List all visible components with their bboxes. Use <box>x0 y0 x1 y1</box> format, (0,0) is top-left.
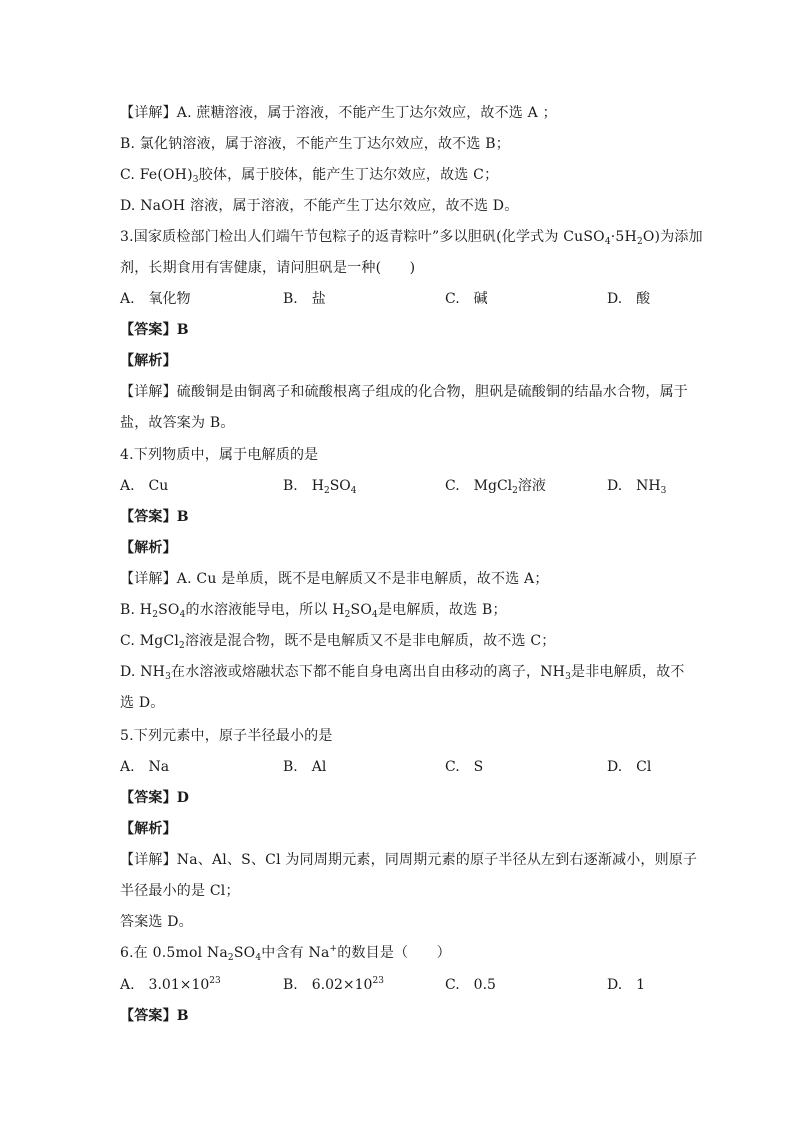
option-c: C. MgCl$_2$溶液 <box>445 478 546 496</box>
question-6-options <box>120 975 680 995</box>
option-d: D. Cl <box>607 759 652 775</box>
question-5-options <box>120 757 680 777</box>
explanation-line: B. 氯化钠溶液，属于溶液，不能产生丁达尔效应，故不选 B； <box>120 136 510 152</box>
option-b: B. $6.02\times 10^{23}$ <box>283 976 384 993</box>
analysis-label: 【解析】 <box>120 540 177 556</box>
question-3-stem: 3.国家质检部门检出人们端午节包粽子的返青粽叶”多以胆矾(化学式为 $CuSO_4\cdot 5H_2O$)为添加 <box>120 229 703 247</box>
explanation-line: D. NaOH 溶液，属于溶液，不能产生丁达尔效应，故不选 D。 <box>120 198 519 214</box>
option-d: D. 酸 <box>607 291 651 307</box>
question-3-options <box>120 289 680 309</box>
explanation-line: 【详解】Na、Al、S、Cl 为同周期元素，同周期元素的原子半径从左到右逐渐减小，则原子 <box>120 852 698 868</box>
explanation-line: 选 D。 <box>120 695 165 711</box>
option-a: A. Cu <box>120 478 169 494</box>
explanation-line: 半径最小的是 Cl； <box>120 883 240 899</box>
option-b: B. $H_2SO_4$ <box>283 478 357 496</box>
answer-label: 【答案】B <box>120 509 189 525</box>
option-b: B. 盐 <box>283 291 326 307</box>
question-3-stem: 剂，长期食用有害健康，请问胆矾是一种( ) <box>120 260 416 276</box>
answer-label: 【答案】D <box>120 790 190 806</box>
option-a: A. Na <box>120 759 170 775</box>
question-5-stem: 5.下列元素中，原子半径最小的是 <box>120 728 333 744</box>
question-6-stem: 6.在 0.5mol $Na_2SO_4$中含有 Na+的数目是（ ） <box>120 944 451 963</box>
answer-label: 【答案】B <box>120 1008 189 1024</box>
explanation-line: 盐，故答案为 B。 <box>120 415 235 431</box>
question-4-stem: 4.下列物质中，属于电解质的是 <box>120 447 319 463</box>
option-b: B. Al <box>283 759 327 775</box>
option-d: D. $NH_3$ <box>607 478 667 496</box>
question-4-options <box>120 476 680 496</box>
explanation-line: C. $Fe(OH)_3$胶体，属于胶体，能产生丁达尔效应，故选 C； <box>120 167 499 185</box>
option-a: A. $3.01\times 10^{23}$ <box>120 976 221 993</box>
explanation-line: 【详解】硫酸铜是由铜离子和硫酸根离子组成的化合物，胆矾是硫酸铜的结晶水合物，属于 <box>120 384 688 400</box>
analysis-label: 【解析】 <box>120 353 177 369</box>
explanation-line: 答案选 D。 <box>120 914 193 930</box>
option-c: C. 碱 <box>445 291 488 307</box>
option-c: C. 0.5 <box>445 977 496 993</box>
explanation-line: C. MgCl$_2$溶液是混合物，既不是电解质又不是非电解质，故不选 C； <box>120 633 556 651</box>
option-a: A. 氧化物 <box>120 291 191 307</box>
option-c: C. S <box>445 759 484 775</box>
analysis-label: 【解析】 <box>120 821 177 837</box>
explanation-line: D. $NH_3$在水溶液或熔融状态下都不能自身电离出自由移动的离子，$NH_3$是非电解质，故不 <box>120 664 685 682</box>
explanation-line: 【详解】A. 蔗糖溶液，属于溶液，不能产生丁达尔效应，故不选 A ； <box>120 105 557 121</box>
option-d: D. 1 <box>607 977 646 993</box>
explanation-line: B. $H_2SO_4$的水溶液能导电，所以 $H_2SO_4$是电解质，故选 B； <box>120 602 507 620</box>
explanation-line: 【详解】A. Cu 是单质，既不是电解质又不是非电解质，故不选 A； <box>120 571 549 587</box>
answer-label: 【答案】B <box>120 322 189 338</box>
